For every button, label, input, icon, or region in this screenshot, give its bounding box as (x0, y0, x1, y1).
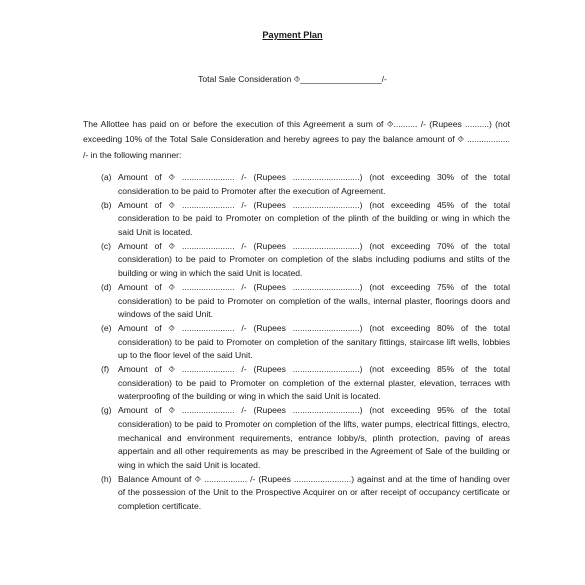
payment-schedule-list (101, 171, 510, 514)
item-text: Amount of ⯑ ...................... /- (Rupees ............................) (not exceeding 75% of the total consideration) to be paid to Promoter on completion of the walls, internal plaster, floorings doors and windows of the said Unit. (118, 281, 510, 320)
payment-item-e (101, 322, 510, 363)
item-text: Amount of ⯑ ...................... /- (Rupees ............................) (not exceeding 45% of the total consideration to be paid to Promoter on completion of the plinth of the building or wing in which the said Unit is located. (118, 199, 510, 237)
item-label: (f) (101, 364, 110, 375)
payment-item-h (101, 473, 510, 514)
item-label: (h) (101, 473, 112, 484)
payment-item-a (101, 171, 510, 198)
item-label: (b) (101, 199, 112, 210)
item-text: Amount of ⯑ ...................... /- (Rupees ............................) (not exceeding 30% of the total consideration to be paid to Promoter after the execution of Agreement. (118, 172, 510, 196)
document-title: Payment Plan (262, 30, 323, 40)
item-label: (e) (101, 323, 112, 334)
item-text: Amount of ⯑ ...................... /- (Rupees ............................) (not exceeding 70% of the total consideration) to be paid to Promoter on completion of the slabs including podiums and stilts of the building or wing in which the said Unit is located. (118, 240, 510, 278)
item-text: Amount of ⯑ ...................... /- (Rupees ............................) (not exceeding 80% of the total consideration) to be paid to Promoter on completion of the sanitary fittings, staircase lift wells, lobbies up to the floor level of the said Unit. (118, 323, 510, 361)
item-text: Amount of ⯑ ...................... /- (Rupees ............................) (not exceeding 85% of the total consideration) to be paid to Promoter on completion of the external plaster, elevation, terraces with waterproofing of the building or wing in which the said Unit is located. (118, 364, 510, 402)
total-sale-consideration: Total Sale Consideration ⯑_________________/- (198, 74, 387, 84)
payment-item-f (101, 363, 510, 404)
item-text: Amount of ⯑ ...................... /- (Rupees ............................) (not exceeding 95% of the total consideration) to be paid to Promoter on completion of the lifts, water pumps, electrical fittings, electro, mechanical and environment requirements, entrance lobby/s, plinth protection, paving of areas appertain and all other requirements as may be prescribed in the Agreement of Sale of the building or wing in which the said Unit is located. (118, 405, 510, 470)
payment-item-b (101, 199, 510, 240)
item-label: (g) (101, 405, 112, 416)
item-text: Balance Amount of ⯑ .................. /- (Rupees ........................) against and at the time of handing over of the possession of the Unit to the Prospective Acquirer on or after receipt of occupancy certificate or completion certificate. (118, 473, 510, 511)
payment-item-d (101, 281, 510, 322)
intro-paragraph: The Allottee has paid on or before the execution of this Agreement a sum of ⯑.......... /- (Rupees ..........) (not exceeding 10% of the Total Sale Consideration and hereby agrees to pay the balance amount of ⯑ .................. /- in the following manner: (83, 119, 510, 160)
item-label: (c) (101, 240, 112, 251)
item-label: (a) (101, 172, 112, 182)
payment-item-c (101, 240, 510, 281)
item-label: (d) (101, 281, 112, 292)
payment-item-g (101, 404, 510, 472)
